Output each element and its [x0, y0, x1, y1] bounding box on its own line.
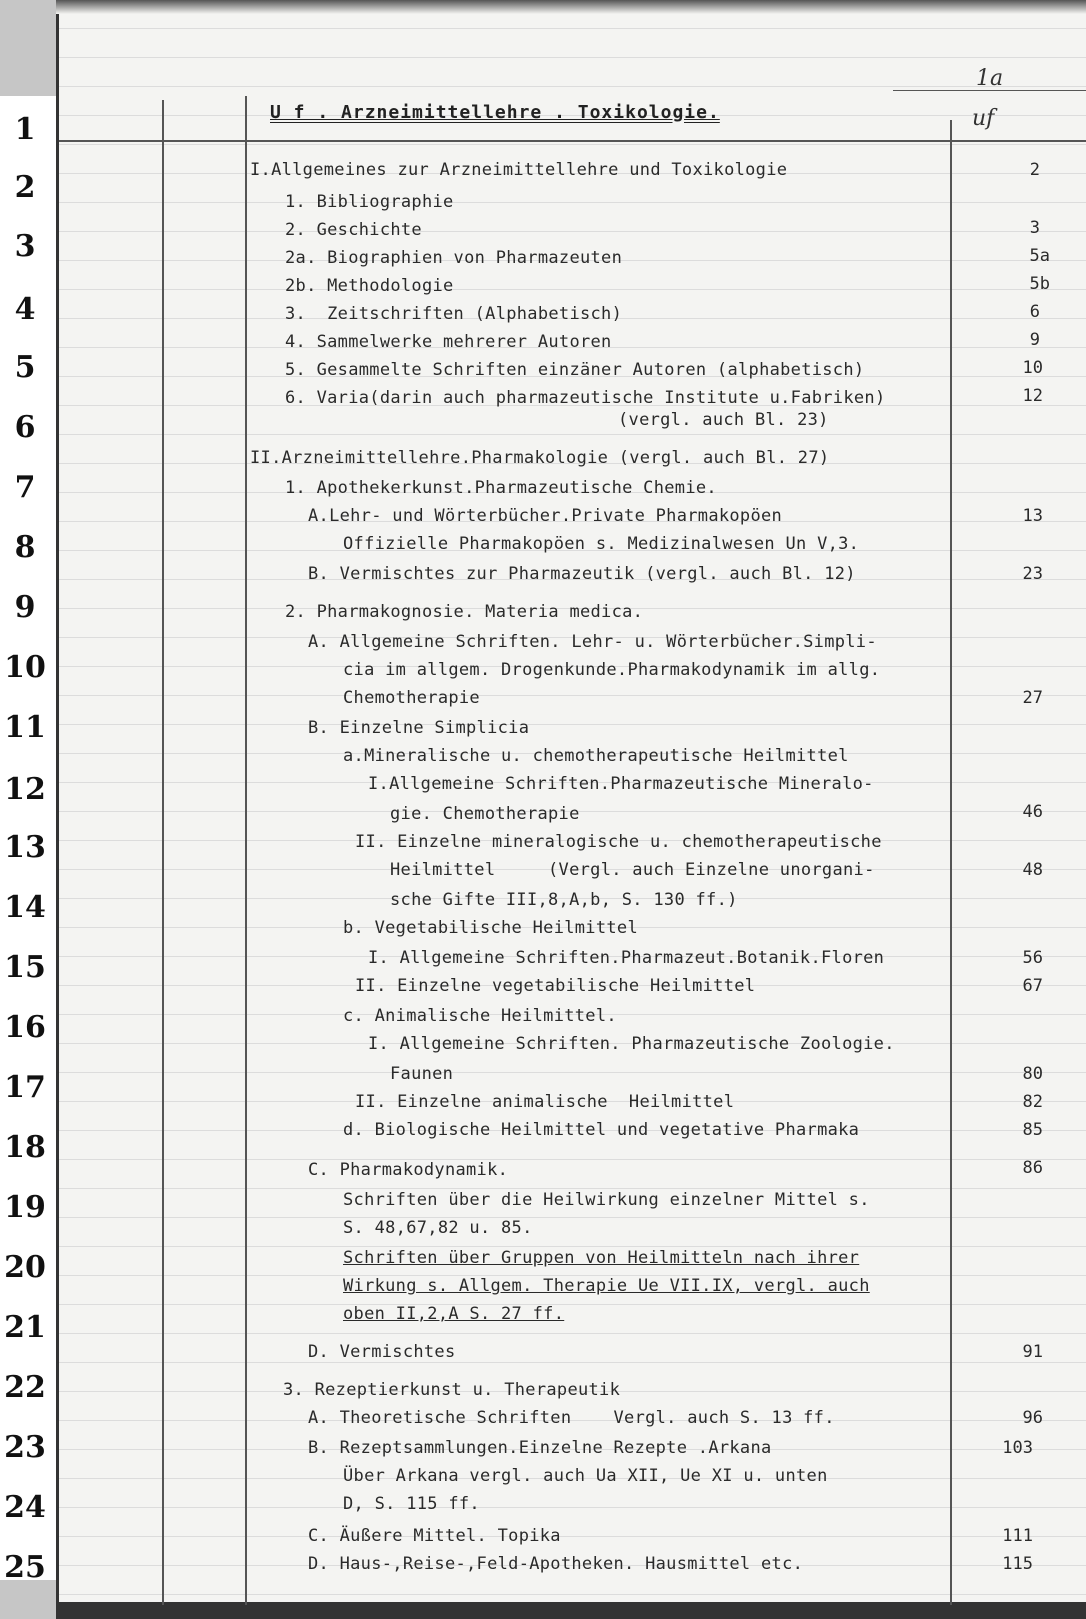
entry-text: 4. Sammelwerke mehrerer Autoren [285, 332, 612, 352]
entry-page: 96 [1022, 1408, 1043, 1428]
page-bottom-edge [56, 1602, 1086, 1619]
entry-text: B. Rezeptsammlungen.Einzelne Rezepte .Arkana [308, 1438, 772, 1458]
entry-text: a.Mineralische u. chemotherapeutische Heilmittel [343, 746, 849, 766]
entry-text: gie. Chemotherapie [390, 804, 580, 824]
entry-text: cia im allgem. Drogenkunde.Pharmakodynamik im allg. [343, 660, 881, 680]
entry-text: Offizielle Pharmakopöen s. Medizinalwesen Un V,3. [343, 534, 860, 554]
entry-page: 56 [1022, 948, 1043, 968]
gutter-top-margin [0, 0, 56, 96]
entry-text: 3. Rezeptierkunst u. Therapeutik [283, 1380, 621, 1400]
entry-page: 13 [1022, 506, 1043, 526]
entry-page: 6 [1029, 302, 1040, 322]
line-number: 2 [14, 170, 36, 205]
line-number: 5 [14, 350, 36, 385]
line-number: 7 [14, 470, 36, 505]
line-number: 6 [14, 410, 36, 445]
entry-page: 48 [1022, 860, 1043, 880]
entry-text: 6. Varia(darin auch pharmazeutische Institute u.Fabriken) [285, 388, 886, 408]
entry-text: I. Allgemeine Schriften. Pharmazeutische Zoologie. [368, 1034, 895, 1054]
entry-text: Schriften über Gruppen von Heilmitteln nach ihrer [343, 1248, 860, 1268]
page-title: U f . Arzneimittellehre . Toxikologie. [270, 102, 720, 123]
line-number: 4 [14, 292, 36, 327]
text-margin-rule [245, 96, 247, 1605]
line-number: 25 [4, 1550, 46, 1585]
line-number: 23 [4, 1430, 46, 1465]
line-number: 14 [4, 890, 46, 925]
entry-text: II. Einzelne animalische Heilmittel [355, 1092, 735, 1112]
entry-page: 85 [1022, 1120, 1043, 1140]
line-number: 12 [4, 772, 46, 807]
entry-page: 67 [1022, 976, 1043, 996]
page-top-edge [56, 0, 1086, 14]
entry-text: B. Einzelne Simplicia [308, 718, 530, 738]
entry-page: 46 [1022, 802, 1043, 822]
line-number: 9 [14, 590, 36, 625]
line-number: 8 [14, 530, 36, 565]
entry-text: Chemotherapie [343, 688, 480, 708]
entry-text: II. Einzelne vegetabilische Heilmittel [355, 976, 756, 996]
entry-page: 80 [1022, 1064, 1043, 1084]
entry-page: 103 [1002, 1438, 1033, 1458]
entry-text: Faunen [390, 1064, 454, 1084]
entry-page: 86 [1022, 1158, 1043, 1178]
line-number: 24 [4, 1490, 46, 1525]
entry-text: sche Gifte III,8,A,b, S. 130 ff.) [390, 890, 738, 910]
entry-page: 23 [1022, 564, 1043, 584]
entry-text: A.Lehr- und Wörterbücher.Private Pharmakopöen [308, 506, 783, 526]
line-number: 20 [4, 1250, 46, 1285]
entry-text: D. Vermischtes [308, 1342, 456, 1362]
entry-text: 3. Zeitschriften (Alphabetisch) [285, 304, 623, 324]
entry-text: 1. Bibliographie [285, 192, 454, 212]
entry-page: 9 [1029, 330, 1040, 350]
line-number: 18 [4, 1130, 46, 1165]
entry-text: 2. Pharmakognosie. Materia medica. [285, 602, 644, 622]
column-note: uf [972, 106, 995, 131]
entry-page: 2 [1029, 160, 1040, 180]
line-number: 16 [4, 1010, 46, 1045]
line-number: 13 [4, 830, 46, 865]
entry-page: 115 [1002, 1554, 1033, 1574]
entry-text: oben II,2,A S. 27 ff. [343, 1304, 565, 1324]
entry-text: Über Arkana vergl. auch Ua XII, Ue XI u. unten [343, 1466, 828, 1486]
line-number: 17 [4, 1070, 46, 1105]
entry-text: d. Biologische Heilmittel und vegetative Pharmaka [343, 1120, 860, 1140]
line-number: 15 [4, 950, 46, 985]
entry-text: S. 48,67,82 u. 85. [343, 1218, 533, 1238]
page-column-rule [950, 120, 952, 1605]
entry-page: 3 [1029, 218, 1040, 238]
entry-text: Heilmittel (Vergl. auch Einzelne unorgani- [390, 860, 875, 880]
entry-text: D. Haus-,Reise-,Feld-Apotheken. Hausmittel etc. [308, 1554, 804, 1574]
entry-text: II.Arzneimittellehre.Pharmakologie (vergl. auch Bl. 27) [250, 448, 830, 468]
line-number: 11 [4, 710, 46, 745]
entry-text: C. Äußere Mittel. Topika [308, 1526, 561, 1546]
entry-page: 10 [1022, 358, 1043, 378]
entry-text: C. Pharmakodynamik. [308, 1160, 509, 1180]
entry-text: 1. Apothekerkunst.Pharmazeutische Chemie. [285, 478, 717, 498]
entry-text: D, S. 115 ff. [343, 1494, 480, 1514]
entry-text: I.Allgemeine Schriften.Pharmazeutische Mineralo- [368, 774, 874, 794]
line-number: 21 [4, 1310, 46, 1345]
line-number: 22 [4, 1370, 46, 1405]
entry-page: 12 [1022, 386, 1043, 406]
gutter-bottom-margin [0, 1580, 56, 1619]
entry-text: Wirkung s. Allgem. Therapie Ue VII.IX, vergl. auch [343, 1276, 870, 1296]
entry-page: 111 [1002, 1526, 1033, 1546]
entry-text: 5. Gesammelte Schriften einzäner Autoren (alphabetisch) [285, 360, 865, 380]
entry-text: I.Allgemeines zur Arzneimittellehre und Toxikologie [250, 160, 788, 180]
entry-page: 5b [1029, 274, 1050, 294]
entry-page: 82 [1022, 1092, 1043, 1112]
entry-text: 2. Geschichte [285, 220, 422, 240]
entry-text: A. Allgemeine Schriften. Lehr- u. Wörterbücher.Simpli- [308, 632, 877, 652]
line-number: 1 [14, 112, 36, 147]
line-number: 10 [4, 650, 46, 685]
entry-page: 27 [1022, 688, 1043, 708]
entry-text: (vergl. auch Bl. 23) [618, 410, 829, 430]
entry-text: b. Vegetabilische Heilmittel [343, 918, 638, 938]
entry-text: B. Vermischtes zur Pharmazeutik (vergl. auch Bl. 12) [308, 564, 856, 584]
entry-text: Schriften über die Heilwirkung einzelner Mittel s. [343, 1190, 870, 1210]
header-rule [59, 140, 1086, 142]
entry-page: 5a [1029, 246, 1050, 266]
entry-text: 2a. Biographien von Pharmazeuten [285, 248, 623, 268]
entry-text: c. Animalische Heilmittel. [343, 1006, 617, 1026]
entry-page: 91 [1022, 1342, 1043, 1362]
entry-text: A. Theoretische Schriften Vergl. auch S. 13 ff. [308, 1408, 835, 1428]
entry-text: II. Einzelne mineralogische u. chemotherapeutische [355, 832, 882, 852]
entry-text: I. Allgemeine Schriften.Pharmazeut.Botanik.Floren [368, 948, 885, 968]
entry-text: 2b. Methodologie [285, 276, 454, 296]
corner-note: 1a [976, 66, 1004, 91]
left-margin-rule [162, 100, 164, 1605]
line-number: 3 [14, 229, 36, 264]
line-number: 19 [4, 1190, 46, 1225]
